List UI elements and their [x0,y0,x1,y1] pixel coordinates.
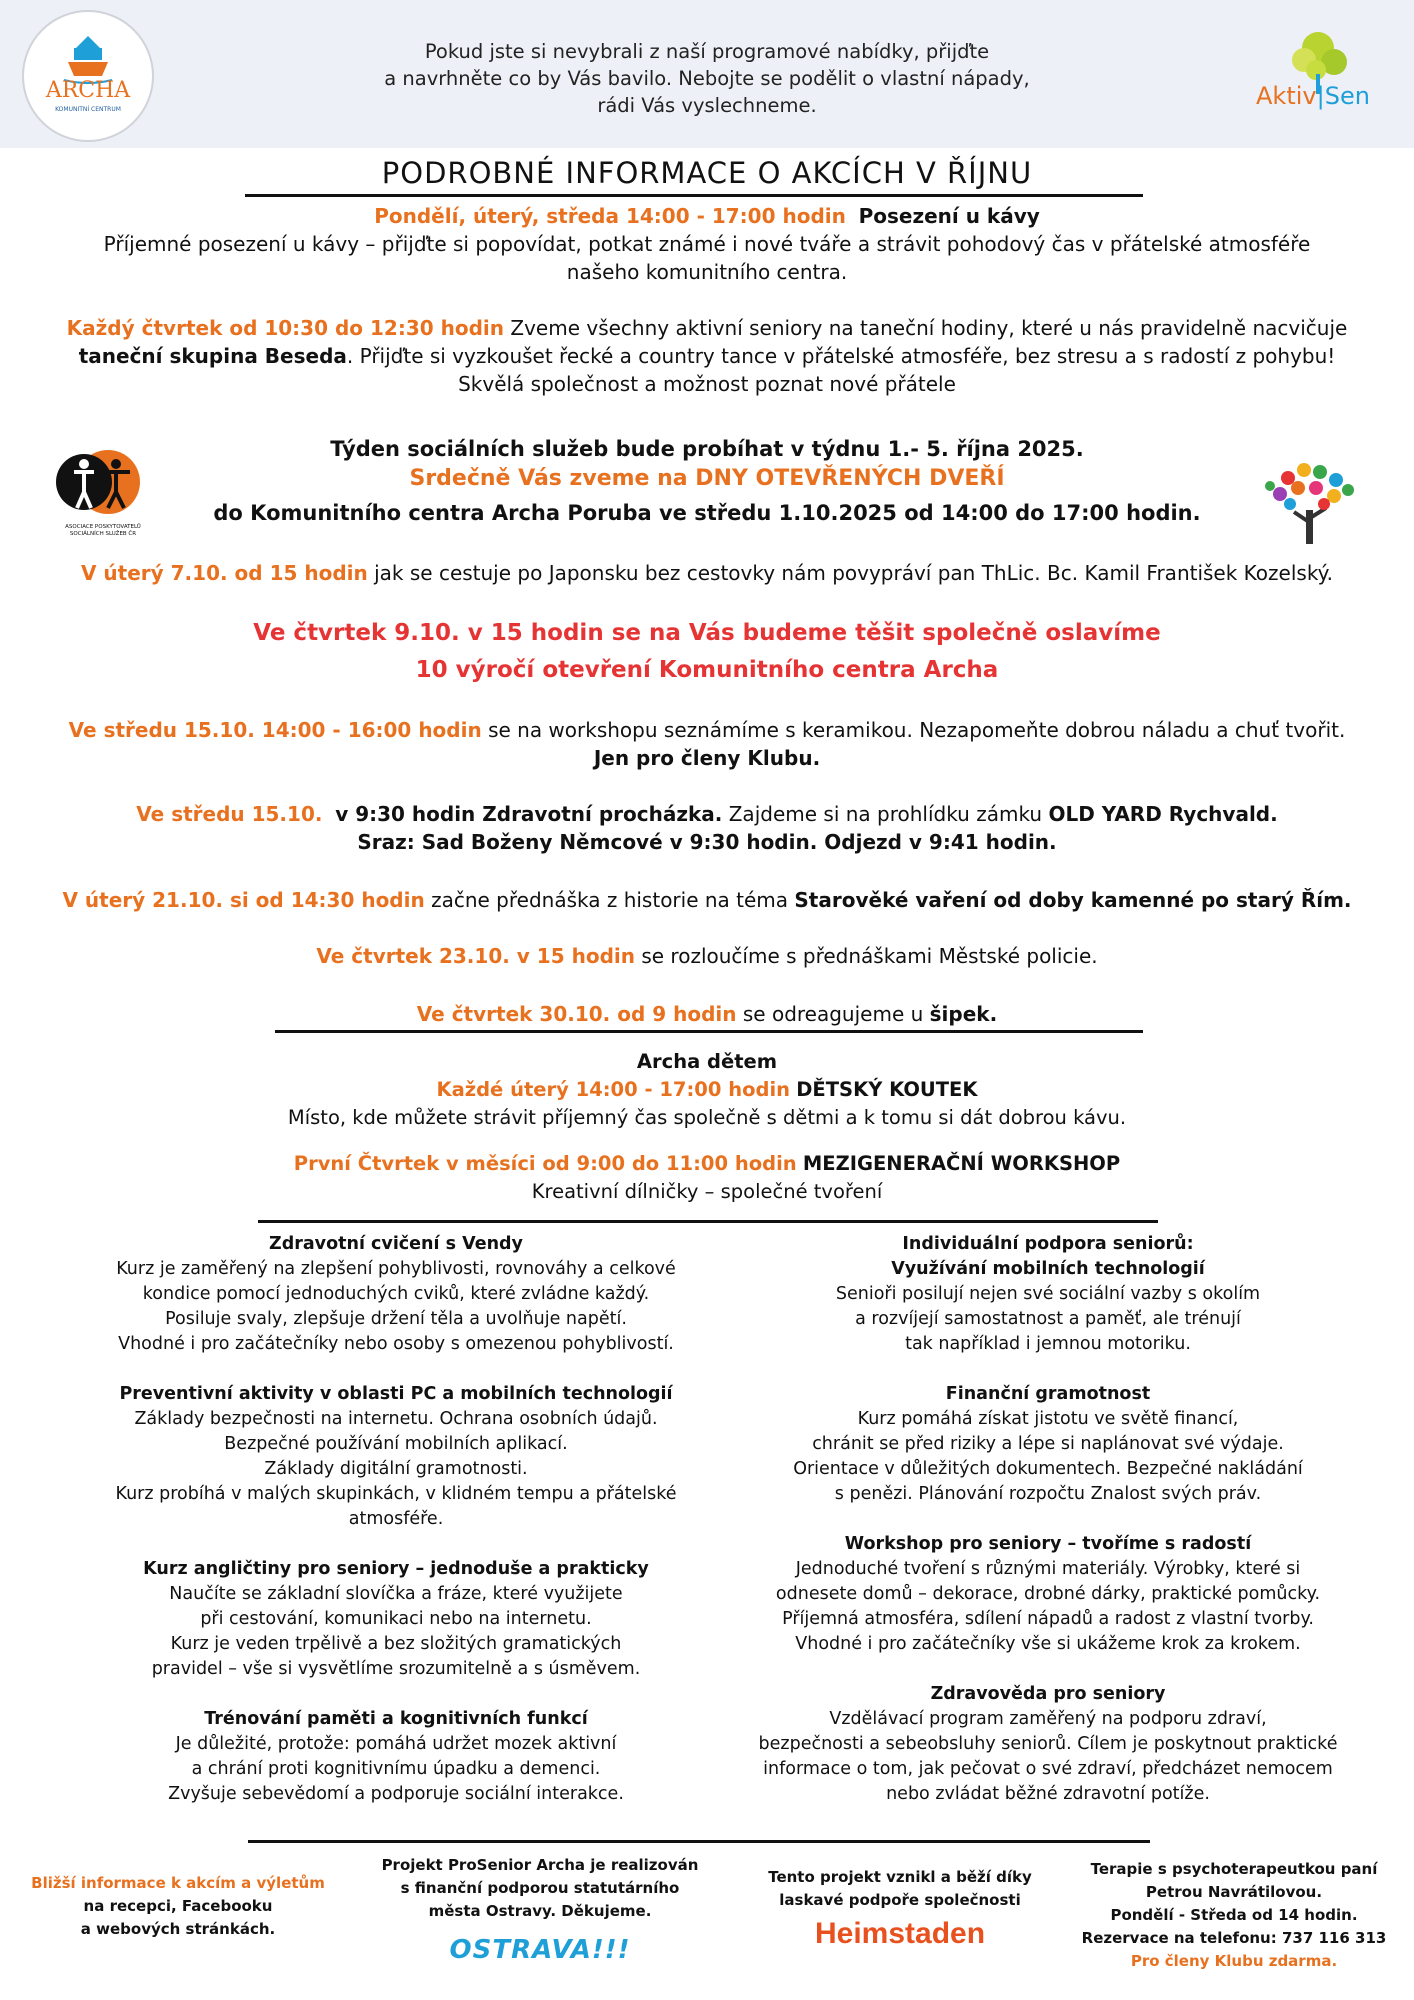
event-time: V úterý 7.10. od 15 hodin [80,561,368,585]
anniversary [30,615,1384,689]
title-divider [245,194,1143,197]
course-line: a chrání proti kognitivnímu úpadku a demenci. [191,1759,601,1779]
event-text: jak se cestuje po Japonsku bez cestovky nám povypráví pan ThLic. Bc. Kamil František Kozelský. [374,561,1334,585]
event-name: v 9:30 hodin Zdravotní procházka. [335,802,723,826]
course-line: Senioři posilují nejen své sociální vazby s okolím [835,1284,1261,1304]
left-column [86,1232,706,1832]
event-text: Zajdeme si na prohlídku zámku [728,802,1043,826]
course-line: Základy bezpečnosti na internetu. Ochrana osobních údajů. [134,1409,658,1429]
footer-line: a webových stránkách. [80,1920,276,1938]
course-title: Zdravověda pro seniory [930,1684,1166,1704]
social-week-line: do Komunitního centra Archa Poruba ve středu 1.10.2025 od 14:00 do 17:00 hodin. [213,501,1201,525]
event-text: se odreagujeme u [742,1002,924,1026]
kids-section [30,1048,1384,1206]
course-line: Vhodné i pro začátečníky vše si ukážeme krok za krokem. [795,1634,1301,1654]
event-walk [30,800,1384,856]
header-intro [300,38,1114,119]
intro-line: rádi Vás vyslechneme. [597,94,817,117]
course-line: tak například i jemnou motoriku. [905,1334,1191,1354]
footer-note: Pro členy Klubu zdarma. [1130,1952,1338,1970]
course-line: chránit se před riziky a lépe si naplánovat své výdaje. [812,1434,1284,1454]
course-line: a rozvíjejí samostatnost a paměť, ale trénují [855,1309,1241,1329]
footer-line: Terapie s psychoterapeutkou paní [1090,1860,1378,1878]
event-text: se na workshopu seznámíme s keramikou. Nezapomeňte dobrou náladu a chuť tvořit. [488,718,1346,742]
event-darts [30,1000,1384,1028]
course-line: nebo zvládat běžné zdravotní potíže. [886,1784,1210,1804]
event-time: Ve čtvrtek 23.10. v 15 hodin [316,944,635,968]
course-line: Základy digitální gramotnosti. [264,1459,528,1479]
course-line: informace o tom, jak pečovat o své zdraví, předcházet nemocem [763,1759,1333,1779]
footer-therapy [1074,1858,1394,1973]
event-time: Ve středu 15.10. 14:00 - 16:00 hodin [68,718,482,742]
course-line: atmosféře. [348,1509,444,1529]
event-text: . Přijďte si vyzkoušet řecké a country tance v přátelské atmosféře, bez stresu a s radostí z pohybu! [346,344,1336,368]
course-card [738,1682,1358,1807]
divider [258,1220,1158,1223]
event-what: šipek. [929,1002,998,1026]
apss-logo [44,442,162,546]
aktivsen-part1: Aktiv [1256,82,1317,110]
footer-divider [248,1840,1150,1843]
heimstaden-logo: Heimstaden [814,1917,986,1950]
open-doors-line: Srdečně Vás zveme na DNY OTEVŘENÝCH DVEŘÍ [409,466,1005,491]
event-time: Každé úterý 14:00 - 17:00 hodin [436,1078,791,1101]
event-name: MEZIGENERAČNÍ WORKSHOP [802,1152,1121,1175]
intro-line: Pokud jste si nevybrali z naší programové nabídky, přijďte [424,40,990,63]
course-line: Kurz je zaměřený na zlepšení pohyblivosti, rovnováhy a celkové [116,1259,676,1279]
event-topic: Starověké vaření od doby kamenné po starý Řím. [794,888,1352,912]
event-time: První Čtvrtek v měsíci od 9:00 do 11:00 hodin [293,1152,797,1175]
event-text: Skvělá společnost a možnost poznat nové přátele [458,372,956,396]
course-line: při cestování, komunikaci nebo na internetu. [200,1609,592,1629]
event-group: taneční skupina Beseda [78,344,347,368]
footer-line: Petrou Navrátilovou. [1145,1883,1323,1901]
anniversary-line: 10 výročí otevření Komunitního centra Archa [415,657,999,683]
footer-line: Tento projekt vznikl a běží díky [768,1868,1032,1886]
event-time: V úterý 21.10. si od 14:30 hodin [62,888,425,912]
puzzle-tree-logo [1258,458,1362,550]
ostrava-logo: OSTRAVA!!! [449,1935,631,1965]
footer-line: Rezervace na telefonu: 737 116 313 [1081,1929,1387,1947]
course-line: Vhodné i pro začátečníky nebo osoby s omezenou pohyblivostí. [118,1334,674,1354]
event-desc: Příjemné posezení u kávy – přijďte si popovídat, potkat známé i nové tváře a strávit pohodový čas v přátelské atmosféře našeho komunitního centra. [103,232,1311,284]
event-text: Zveme všechny aktivní seniory na taneční hodiny, které u nás pravidelně nacvičuje [510,316,1348,340]
event-text: se rozloučíme s přednáškami Městské policie. [641,944,1098,968]
course-line: Orientace v důležitých dokumentech. Bezpečné nakládání [793,1459,1303,1479]
apss-caption [44,524,162,538]
course-line: Jednoduché tvoření s různými materiály. Výrobky, které si [795,1559,1301,1579]
course-line: Příjemná atmosféra, sdílení nápadů a radost z vlastní tvorby. [782,1609,1314,1629]
event-name: Posezení u kávy [858,204,1040,228]
course-card [738,1232,1358,1357]
event-note: Jen pro členy Klubu. [593,746,821,770]
event-time: Pondělí, úterý, středa 14:00 - 17:00 hodin [374,204,846,228]
social-week [170,434,1244,528]
course-card [738,1532,1358,1657]
event-coffee [30,202,1384,286]
event-ceramics [30,716,1384,772]
anniversary-line: Ve čtvrtek 9.10. v 15 hodin se na Vás budeme těšit společně oslavíme [253,620,1161,646]
event-name: DĚTSKÝ KOUTEK [796,1078,978,1101]
event-place: OLD YARD Rychvald. [1048,802,1278,826]
event-lecture [20,886,1394,914]
event-dance [30,314,1384,398]
event-time: Každý čtvrtek od 10:30 do 12:30 hodin [66,316,505,340]
footer-project [370,1854,710,1965]
event-police [30,942,1384,970]
event-desc: Kreativní dílničky – společné tvoření [531,1180,883,1203]
course-title: Zdravotní cvičení s Vendy [269,1234,523,1254]
apss-figure-icon [44,442,162,522]
kids-title: Archa dětem [636,1050,778,1073]
event-time: Ve čtvrtek 30.10. od 9 hodin [416,1002,737,1026]
footer-line: Bližší informace k akcím a výletům [31,1874,325,1892]
course-subtitle: Využívání mobilních technologií [891,1259,1205,1279]
course-line: bezpečnosti a sebeobsluhy seniorů. Cílem je poskytnout praktické [758,1734,1338,1754]
event-text: začne přednáška z historie na téma [431,888,789,912]
course-line: odnesete domů – dekorace, drobné dárky, praktické pomůcky. [775,1584,1321,1604]
course-card [86,1382,706,1532]
course-card [86,1707,706,1807]
course-line: Kurz probíhá v malých skupinkách, v klidném tempu a přátelské [115,1484,677,1504]
course-line: Je důležité, protože: pomáhá udržet mozek aktivní [175,1734,617,1754]
caption-line: ASOCIACE POSKYTOVATELŮ [65,524,141,530]
course-title: Workshop pro seniory – tvoříme s radostí [844,1534,1252,1554]
footer-line: Projekt ProSenior Archa je realizován [381,1856,699,1874]
aktivsen-logo [1250,24,1390,124]
aktivsen-part2: Sen [1324,82,1370,110]
caption-line: SOCIÁLNÍCH SLUŽEB ČR [69,531,137,537]
course-line: Vzdělávací program zaměřený na podporu zdraví, [829,1709,1267,1729]
course-title: Finanční gramotnost [945,1384,1151,1404]
footer-line: na recepci, Facebooku [83,1897,273,1915]
intro-line: a navrhněte co by Vás bavilo. Nebojte se podělit o vlastní nápady, [384,67,1030,90]
page-title: PODROBNÉ INFORMACE O AKCÍCH V ŘÍJNU [381,156,1033,190]
archa-logo-subtitle: KOMUNITNÍ CENTRUM [55,106,121,113]
footer-sponsor [740,1866,1060,1952]
right-column [738,1232,1358,1832]
event-time: Ve středu 15.10. [136,802,323,826]
course-title: Trénování paměti a kognitivních funkcí [204,1709,588,1729]
course-line: kondice pomocí jednoduchých cviků, které zvládne každý. [142,1284,650,1304]
archa-logo [22,10,154,142]
event-desc: Místo, kde můžete strávit příjemný čas společně s dětmi a k tomu si dát dobrou kávu. [287,1106,1127,1129]
footer-line: s finanční podporou statutárního [400,1879,680,1897]
course-card [86,1557,706,1682]
course-line: Posiluje svaly, zlepšuje držení těla a uvolňuje napětí. [165,1309,627,1329]
course-card [738,1382,1358,1507]
footer-line: města Ostravy. Děkujeme. [428,1902,652,1920]
course-line: Kurz je veden trpělivě a bez složitých gramatických [170,1634,622,1654]
puzzle-tree-icon [1258,458,1362,550]
divider [275,1030,1143,1033]
course-title: Preventivní aktivity v oblasti PC a mobilních technologií [119,1384,673,1404]
course-line: Bezpečné používání mobilních aplikací. [224,1434,568,1454]
event-japan [20,559,1394,587]
course-line: Zvyšuje sebevědomí a podporuje sociální interakce. [168,1784,624,1804]
course-line: s penězi. Plánování rozpočtu Znalost svých práv. [834,1484,1262,1504]
footer-line: Pondělí - Středa od 14 hodin. [1110,1906,1358,1924]
archa-logo-name: ARCHA [45,78,131,103]
course-line: Naučíte se základní slovíčka a fráze, které využijete [169,1584,623,1604]
footer-line: laskavé podpoře společnosti [779,1891,1021,1909]
footer-info [28,1872,328,1941]
event-meet: Sraz: Sad Boženy Němcové v 9:30 hodin. Odjezd v 9:41 hodin. [357,830,1057,854]
social-week-line: Týden sociálních služeb bude probíhat v týdnu 1.- 5. října 2025. [330,437,1084,461]
course-title: Individuální podpora seniorů: [902,1234,1194,1254]
aktivsen-text: Aktiv|Sen [1256,82,1370,110]
course-title: Kurz angličtiny pro seniory – jednoduše a prakticky [143,1559,649,1579]
course-line: pravidel – vše si vysvětlíme srozumitelně a s úsměvem. [151,1659,641,1679]
course-card [86,1232,706,1357]
course-line: Kurz pomáhá získat jistotu ve světě financí, [857,1409,1239,1429]
